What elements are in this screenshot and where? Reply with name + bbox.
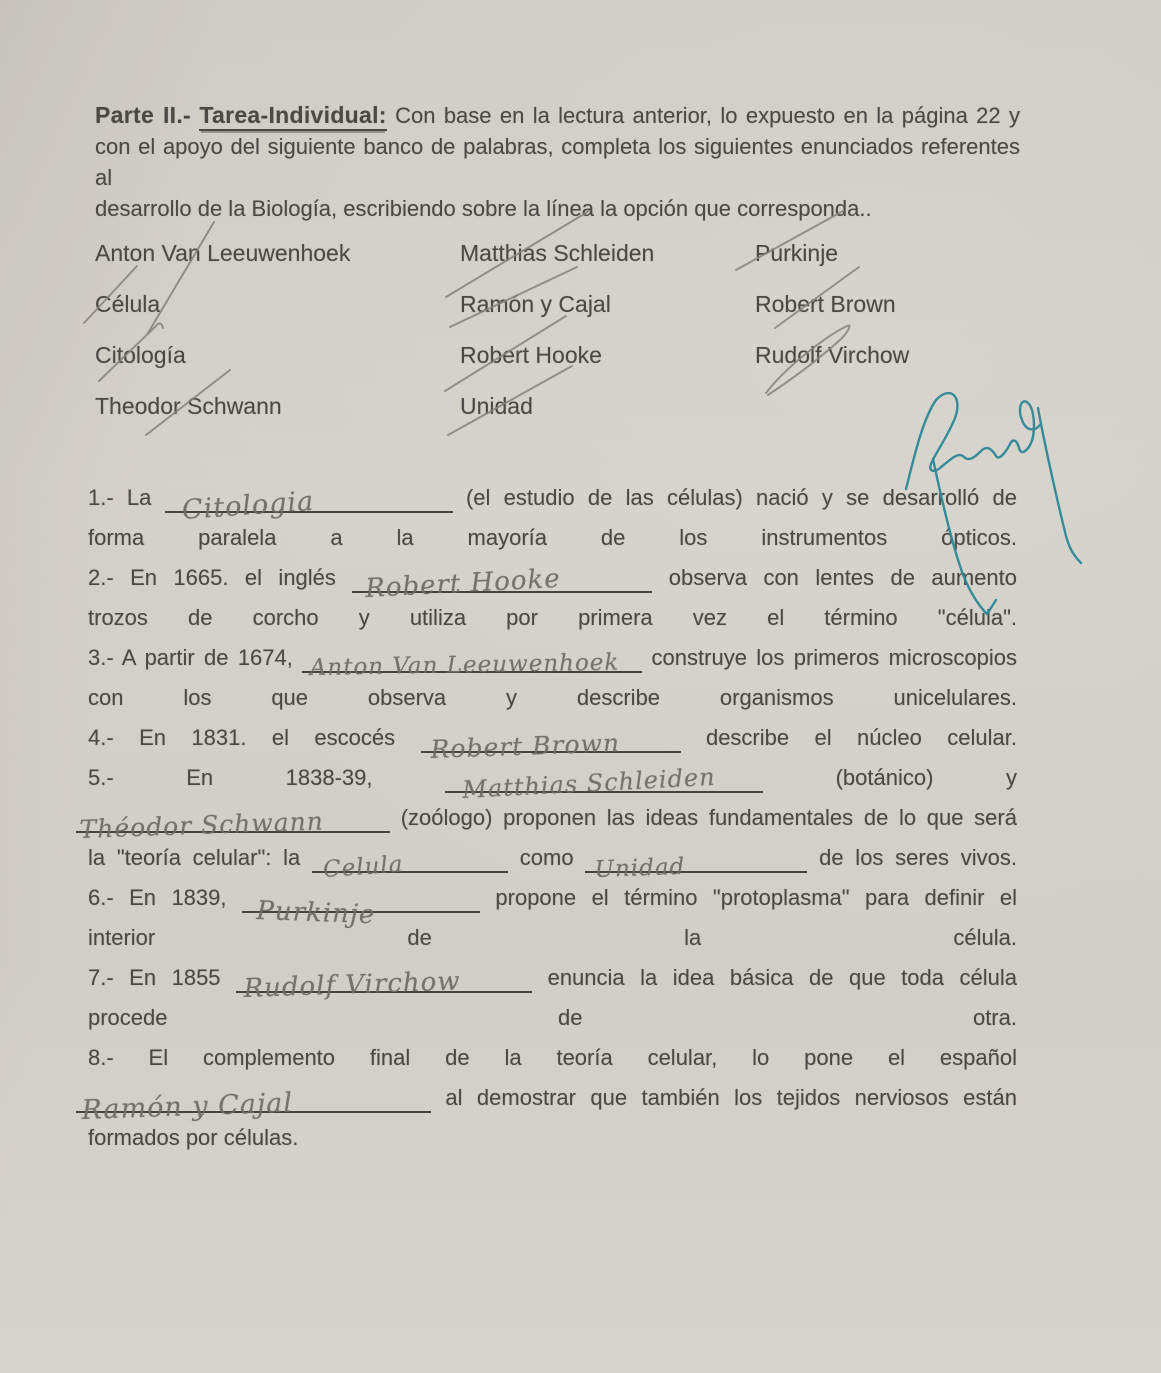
- printed-text: al demostrar que también los tejidos nerviosos están: [445, 1085, 1017, 1110]
- word-bank-column-1: [95, 236, 460, 440]
- printed-text: describe el núcleo celular.: [705, 725, 1017, 750]
- word-bank-item: Unidad: [460, 393, 533, 419]
- printed-text: 7.- En 1855: [88, 965, 221, 990]
- printed-text: (el estudio de las células) nació y se desarrolló de: [465, 485, 1017, 510]
- word-bank-item: Citología: [95, 342, 186, 368]
- handwritten-answer: Celula: [322, 851, 405, 883]
- word-bank-column-3: [755, 236, 1055, 440]
- word-bank-item: Matthias Schleiden: [460, 240, 655, 266]
- q3-line2: [88, 678, 1017, 718]
- q8-line1: [88, 1038, 1017, 1078]
- answer-blank: [242, 881, 480, 931]
- handwritten-answer: Théodor Schwann: [79, 806, 325, 844]
- handwritten-answer: Robert Brown: [429, 728, 620, 764]
- header-line-1-text: Con base en la lectura anterior, lo expuesto en la página 22 y: [395, 103, 1020, 128]
- handwritten-answer: Ramón y Cajal: [80, 1087, 294, 1126]
- word-bank-column-2: [460, 236, 755, 440]
- handwritten-answer: Rudolf Virchow: [243, 966, 462, 1004]
- word-bank-item: Theodor Schwann: [95, 393, 282, 419]
- handwritten-answer: Unidad: [594, 853, 687, 883]
- printed-text: de los seres vivos.: [819, 845, 1017, 870]
- printed-text: 4.- En 1831. el escocés: [88, 725, 396, 750]
- header-line-2: con el apoyo del siguiente banco de palabras, completa los siguientes enunciados referentes al: [95, 134, 1020, 190]
- answer-blank: [445, 761, 763, 804]
- answer-blank: [76, 801, 390, 844]
- q5-line2: [76, 798, 1017, 844]
- printed-text: 6.- En 1839,: [88, 885, 227, 910]
- q8-line2: [76, 1078, 1017, 1126]
- printed-text: 2.- En 1665. el inglés: [88, 565, 336, 590]
- word-bank: [95, 236, 1055, 440]
- q8-line3: [88, 1118, 1017, 1158]
- word-bank-item: Purkinje: [755, 240, 839, 266]
- printed-text: formados por células.: [88, 1125, 299, 1150]
- answer-blank: [352, 561, 652, 604]
- q3-line1: [88, 638, 1017, 681]
- word-bank-item: Anton Van Leeuwenhoek: [95, 240, 351, 266]
- answer-blank: [312, 841, 508, 883]
- printed-text: 8.- El complemento final de la teoría celular, lo pone el español: [88, 1045, 1017, 1070]
- printed-text: 3.- A partir de 1674,: [88, 645, 293, 670]
- q6-line2: [88, 918, 1017, 958]
- printed-text: procede de otra.: [88, 1005, 1017, 1030]
- header-line-1: [95, 100, 1020, 131]
- printed-text: forma paralela a la mayoría de los instrumentos ópticos.: [88, 525, 1017, 550]
- printed-text: construye los primeros microscopios: [651, 645, 1017, 670]
- word-bank-item: Ramón y Cajal: [460, 291, 611, 317]
- handwritten-answer: Robert Hooke: [364, 563, 562, 604]
- answer-blank: [236, 961, 532, 1004]
- q5-line1: [88, 758, 1017, 804]
- q2-line1: [88, 558, 1017, 604]
- handwritten-answer: Matthias Schleiden: [461, 762, 717, 804]
- handwritten-answer: Anton Van Leeuwenhoek: [309, 649, 620, 681]
- q1-line2: [88, 518, 1017, 558]
- printed-text: observa con lentes de aumento: [668, 565, 1017, 590]
- printed-text: (zoólogo) proponen las ideas fundamentales de lo que será: [400, 805, 1017, 830]
- word-bank-item: Célula: [95, 291, 161, 317]
- q5-line3: [88, 838, 1017, 883]
- printed-text: la "teoría celular": la: [88, 845, 301, 870]
- word-bank-item: Robert Brown: [755, 291, 896, 317]
- printed-text: interior de la célula.: [88, 925, 1017, 950]
- questions: [79, 478, 1017, 1158]
- answer-blank: [585, 841, 807, 883]
- header-line-3: desarrollo de la Biología, escribiendo sobre la línea la opción que corresponda..: [95, 196, 872, 221]
- q7-line1: [88, 958, 1017, 1004]
- printed-text: 5.- En 1838-39,: [88, 765, 373, 790]
- header-part-label: Parte II.-: [95, 102, 191, 128]
- printed-text: trozos de corcho y utiliza por primera vez el término "célula".: [88, 605, 1017, 630]
- printed-text: (botánico) y: [835, 765, 1017, 790]
- printed-text: enuncia la idea básica de que toda célula: [547, 965, 1017, 990]
- answer-blank: [165, 481, 453, 526]
- q2-line2: [88, 598, 1017, 638]
- q4-line1: [88, 718, 1017, 764]
- header-title: Tarea-Individual:: [199, 102, 386, 131]
- answer-blank: [302, 641, 642, 681]
- instructions-header: [95, 100, 1020, 224]
- answer-blank: [76, 1081, 431, 1126]
- word-bank-item: Robert Hooke: [460, 342, 602, 368]
- printed-text: como: [519, 845, 574, 870]
- word-bank-item: Rudolf Virchow: [755, 342, 910, 368]
- printed-text: 1.- La: [88, 485, 152, 510]
- q6-line1: [88, 878, 1017, 931]
- handwritten-answer: Purkinje: [255, 896, 376, 931]
- answer-blank: [421, 721, 681, 764]
- q1-line1: [88, 478, 1017, 526]
- printed-text: propone el término "protoplasma" para definir el: [495, 885, 1017, 910]
- q7-line2: [88, 998, 1017, 1038]
- printed-text: con los que observa y describe organismos unicelulares.: [88, 685, 1017, 710]
- handwritten-answer: Citologia: [180, 485, 315, 526]
